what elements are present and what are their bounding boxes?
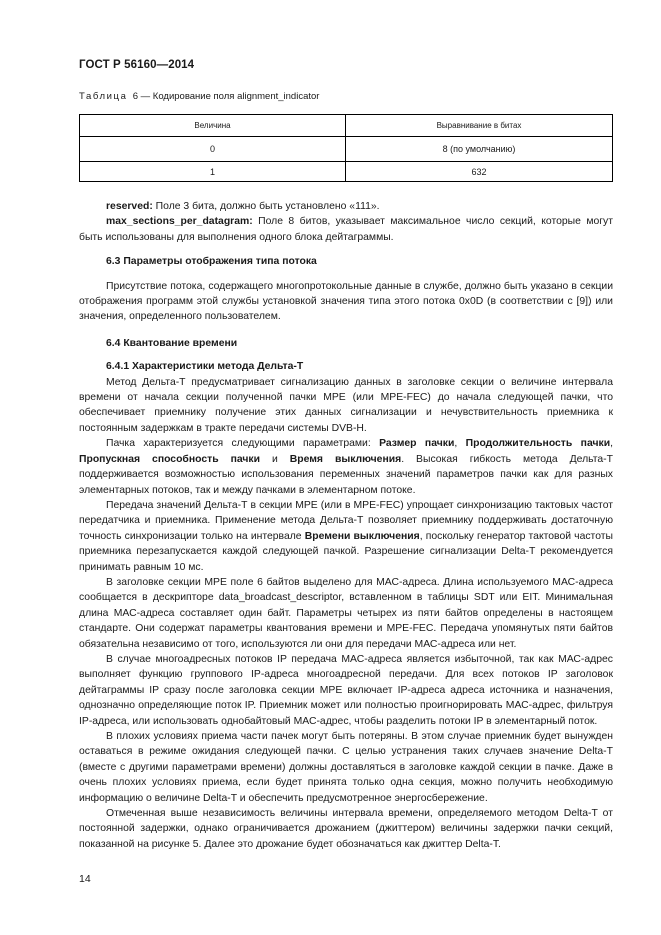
table-caption	[79, 91, 319, 102]
section-6-3-heading: 6.3 Параметры отображения типа потока	[106, 256, 317, 268]
paragraph-mac-address: В заголовке секции МРЕ поле 6 байтов выделено для МАС-адреса. Длина используемого МАС-адреса сообщается в дескрипторе data_broadcast_descriptor, вставленном в таблицы SDT или EIT. Минимальная длина МАС-адреса составляет один байт. Параметры четырех из пяти байтов определены в настоящем стандарте. Они содержат параметры квантования времени и MPE-FEC. Передача упомянутых пяти байтов обязательна независимо от того, используются ли они для передачи МАС-адреса или нет.	[79, 576, 613, 650]
header-cell-value: Величина	[80, 115, 346, 137]
paragraph-synchronization	[79, 498, 613, 575]
max-sections-text: Поле 8 битов, указывает максимальное число секций, которые могут быть использованы для выполнения одного блока дейтаграммы.	[79, 216, 613, 243]
paragraph-delta-t-method: Метод Дельта-Т предусматривает сигнализацию данных в заголовке секции о величине интервала времени от начала секции полученной пачки МРЕ (или MPE-FEC) до начала следующей пачки, что обеспечивает приемнику получение этих данных сигнализации и нечувствительность приемника к постоянным задержкам в тракте передачи системы DVB-H.	[79, 376, 613, 434]
paragraph-multicast: В случае многоадресных потоков IP передача МАС-адреса является избыточной, так как МАС-адрес выполняет функцию группового IP-адреса многоадресной передачи. Для всех потоков IP заголовок дейтаграммы IP сразу после заголовка секции МРЕ включает IP-адреса адреса источника и назначения, однозначно определяющие поток IP. Приемник может или полностью проигнорировать МАС-адрес, фильтруя IP-адреса, или использовать однобайтовый МАС-адрес, чтобы разделить потоки IP в элементарный поток.	[79, 653, 613, 727]
table-row	[80, 162, 613, 182]
text-run: Передача значений Дельта-Т в секции МРЕ (или в MPE-FEC) упрощает синхронизацию тактовых частот передатчика и приемника. Применение метода Дельта-Т позволяет приемнику поддерживать достаточную точность синхронизации только на интервале	[79, 499, 613, 542]
paragraph-jitter: Отмеченная выше независимость величины интервала времени, определяемого методом Delta-T от постоянной задержки, однако ограничивается дрожанием (джиттером) величины задержки пачки секций, показанной на рисунке 5. Далее это дрожание будет обозначаться как джиттер Delta-T.	[79, 808, 613, 850]
text-run: ,	[454, 438, 466, 450]
text-run: Пачка характеризуется следующими параметрами:	[106, 438, 380, 450]
table-cell: 0	[80, 137, 346, 162]
table-cell: 632	[346, 162, 613, 182]
term-off-time: Времени выключения	[304, 530, 420, 542]
page-number: 14	[79, 873, 91, 885]
text-run: . Высокая гибкость метода Дельта-Т поддерживается возможностью использования переменных значений параметров пачки как для разных элементарных потоков, так и между пачками в элементарном потоке.	[79, 453, 613, 496]
table-header-row	[80, 115, 613, 137]
standard-header: ГОСТ Р 56160—2014	[79, 59, 195, 71]
term-burst-bandwidth: Пропускная способность пачки	[79, 453, 260, 465]
term-burst-duration: Продолжительность пачки	[465, 438, 611, 450]
table-caption-word: Таблица	[79, 91, 128, 102]
table-cell: 8 (по умолчанию)	[346, 137, 613, 162]
max-sections-paragraph	[79, 214, 613, 245]
reserved-text: Поле 3 бита, должно быть установлено «111».	[152, 201, 380, 212]
text-run: ,	[610, 438, 613, 450]
header-cell-alignment: Выравнивание в битах	[346, 115, 613, 137]
reserved-field-paragraph	[79, 199, 613, 214]
paragraph-burst-parameters	[79, 436, 613, 498]
section-6-3-paragraph: Присутствие потока, содержащего многопротокольные данные в службе, должно быть указано в секции отображения программ этой службы установкой значения типа этого потока 0x0D (в соответствии с [9]) или значения, определенного пользователем.	[79, 280, 613, 323]
section-6-4-heading: 6.4 Квантование времени	[106, 337, 238, 349]
paragraph-bad-reception: В плохих условиях приема части пачек могут быть потеряны. В этом случае приемник будет вынужден оставаться в режиме ожидания следующей пачки. С целью устранения таких случаев значение Delta-T (вместе с другими параметрами времени) должны доставляться в заголовке каждой секции в пачке. Даже в очень плохих условиях приема, если будет принята только одна секция, можно получить необходимую информацию о величине Delta-T и обеспечить предусмотренное энергосбережение.	[79, 731, 613, 804]
term-burst-size: Размер пачки	[379, 438, 455, 450]
table-cell: 1	[80, 162, 346, 182]
term-off-time: Время выключения	[289, 453, 402, 465]
main-content	[79, 199, 613, 852]
reserved-term: reserved:	[106, 201, 153, 212]
text-run: и	[259, 453, 290, 465]
text-run: , поскольку генератор тактовой частоты приемника перезапускается каждой следующей пачкой. Разрешение сигнализации Delta-T рекомендуется принимать равным 10 мс.	[79, 530, 613, 573]
alignment-table	[79, 114, 613, 182]
table-caption-text: 6 — Кодирование поля alignment_indicator	[132, 91, 320, 102]
table-row	[80, 137, 613, 162]
max-sections-term: max_sections_per_datagram:	[106, 216, 253, 228]
section-6-4-1-heading: 6.4.1 Характеристики метода Дельта-Т	[106, 361, 304, 373]
